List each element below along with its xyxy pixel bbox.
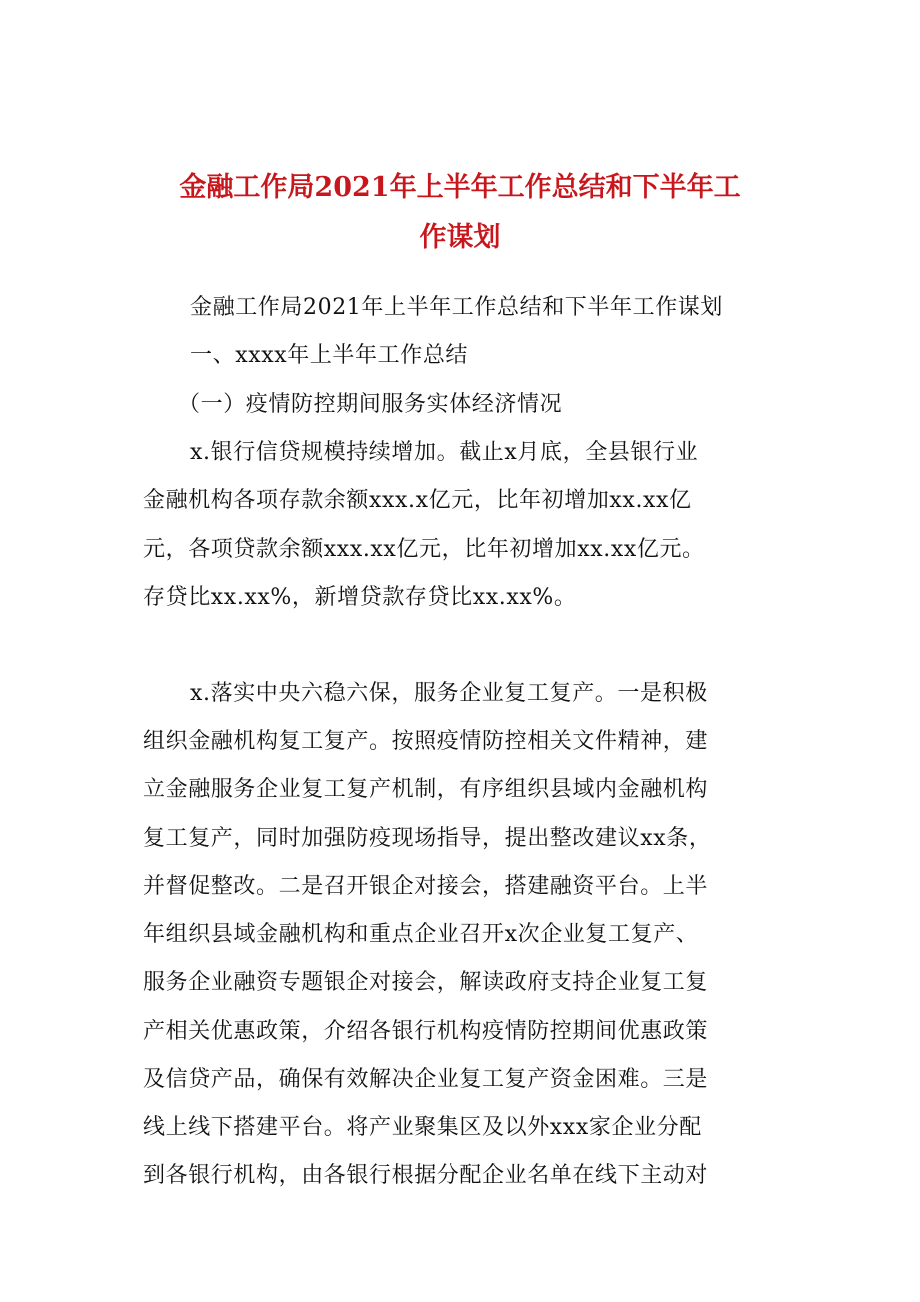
paragraph-2-line: 产相关优惠政策，介绍各银行机构疫情防控期间优惠政策 <box>143 1019 709 1044</box>
paragraph-2-line: x.落实中央六稳六保，服务企业复工复产。一是积极 <box>190 681 708 706</box>
paragraph-1-line: 金融机构各项存款余额xxx.x亿元，比年初增加xx.xx亿 <box>143 488 692 513</box>
paragraph-2-line: 复工复产，同时加强防疫现场指导，提出整改建议xx条， <box>143 826 712 851</box>
document-subtitle: 金融工作局2021年上半年工作总结和下半年工作谋划 <box>190 295 723 320</box>
paragraph-1-line: x.银行信贷规模持续增加。截止x月底，全县银行业 <box>190 440 699 465</box>
paragraph-2-line: 服务企业融资专题银企对接会，解读政府支持企业复工复 <box>143 970 709 995</box>
paragraph-2-line: 及信贷产品，确保有效解决企业复工复产资金困难。三是 <box>143 1067 709 1092</box>
paragraph-2-line: 线上线下搭建平台。将产业聚集区及以外xxx家企业分配 <box>143 1115 702 1140</box>
paragraph-2-line: 到各银行机构，由各银行根据分配企业名单在线下主动对 <box>143 1163 709 1188</box>
paragraph-1-line: 元，各项贷款余额xxx.xx亿元，比年初增加xx.xx亿元。 <box>143 537 705 562</box>
document-title-line-2: 作谋划 <box>419 222 501 253</box>
paragraph-2-line: 并督促整改。二是召开银企对接会，搭建融资平台。上半 <box>143 874 709 899</box>
paragraph-2-line: 立金融服务企业复工复产机制，有序组织县域内金融机构 <box>143 777 709 802</box>
paragraph-2-line: 年组织县域金融机构和重点企业召开x次企业复工复产、 <box>143 922 699 947</box>
subsection-heading: （一）疫情防控期间服务实体经济情况 <box>178 392 563 417</box>
paragraph-2-line: 组织金融机构复工复产。按照疫情防控相关文件精神，建 <box>143 729 709 754</box>
section-heading: 一、xxxx年上半年工作总结 <box>190 343 469 368</box>
paragraph-1-line: 存贷比xx.xx%，新增贷款存贷比xx.xx%。 <box>143 585 577 610</box>
document-title-line-1: 金融工作局2021年上半年工作总结和下半年工 <box>179 172 741 203</box>
